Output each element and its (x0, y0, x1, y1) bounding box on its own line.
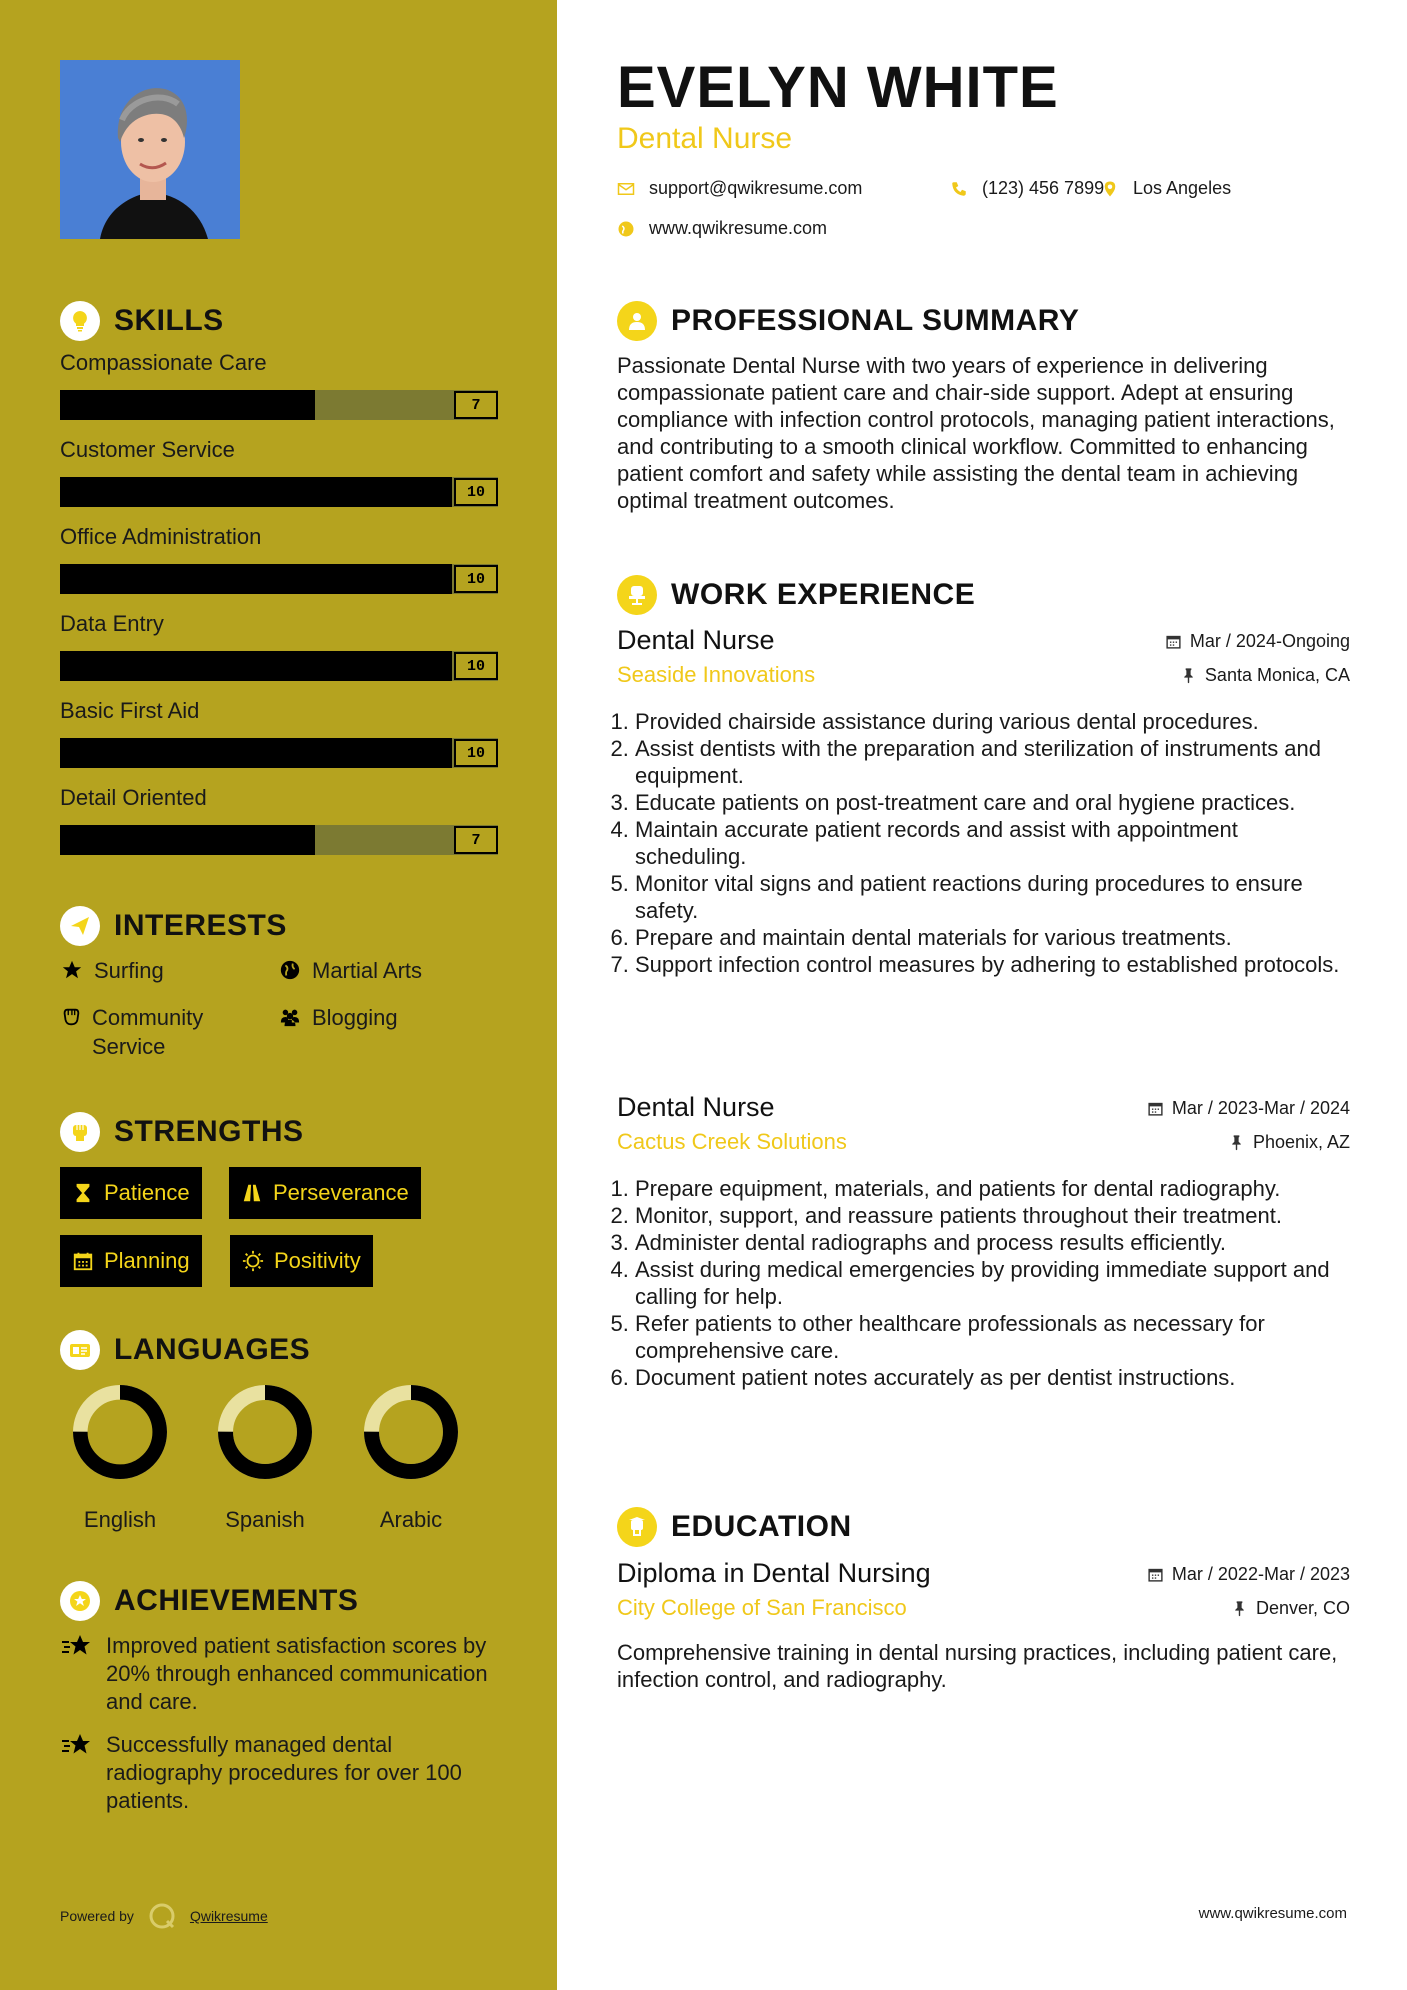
profile-photo (60, 60, 240, 239)
footer-url[interactable]: www.qwikresume.com (1198, 1905, 1347, 1922)
interest-label: Blogging (312, 1005, 398, 1030)
skill-bar (60, 390, 498, 420)
summary-text: Passionate Dental Nurse with two years of experience in delivering compassionate patient care and chair-side support. Adept at ensuring compliance with infection control protocols, managing patient interactions, and contributing to a smooth clinical workflow. Committed to enhancing patient comfort and safety while assisting the dental team in achieving optimal treatment outcomes. (617, 353, 1335, 513)
job-entry-title: Dental Nurse (617, 625, 775, 655)
achievement-text: Successfully managed dental radiography procedures for over 100 patients. (106, 1732, 462, 1813)
education-degree: Diploma in Dental Nursing (617, 1558, 931, 1588)
qwikresume-link[interactable]: Qwikresume (189, 1908, 268, 1924)
job-location-text: Santa Monica, CA (1204, 665, 1350, 685)
interest-label: Surfing (94, 958, 164, 983)
job-bullets (617, 1175, 1350, 1391)
office-chair-icon (617, 575, 657, 615)
language-name: Arabic (379, 1507, 443, 1532)
powered-by (60, 1902, 268, 1930)
email-text[interactable]: support@qwikresume.com (649, 178, 863, 198)
calendar-icon (1165, 633, 1182, 650)
strength-label: Planning (104, 1248, 190, 1273)
users-icon (278, 1003, 302, 1028)
achievement-text: Improved patient satisfaction scores by 20% through enhanced communication and care. (106, 1633, 488, 1714)
job-date (1165, 631, 1350, 652)
interest-item (60, 956, 164, 985)
skill-item (60, 350, 498, 420)
shooting-star-icon (60, 1731, 94, 1759)
graduation-icon (617, 1507, 657, 1547)
interest-label: Martial Arts (312, 958, 423, 983)
location-text: Los Angeles (1133, 178, 1232, 198)
language-name: Spanish (225, 1507, 305, 1532)
full-name: EVELYN WHITE (617, 55, 1059, 120)
contact-email (617, 178, 862, 199)
skill-item (60, 524, 498, 594)
job-entry (617, 625, 1350, 978)
skill-item (60, 611, 498, 681)
skill-bar (60, 477, 498, 507)
lightbulb-icon (60, 301, 100, 341)
calendar-icon (72, 1250, 94, 1272)
interest-item (278, 1003, 398, 1032)
strength-label: Positivity (274, 1248, 361, 1273)
sun-icon (242, 1250, 264, 1272)
interest-label: Community Service (92, 1005, 204, 1059)
hand-icon (60, 1003, 82, 1028)
achievements-title: ACHIEVEMENTS (114, 1584, 359, 1617)
strength-badge (60, 1167, 202, 1219)
job-date-text: Mar / 2024-Ongoing (1189, 631, 1350, 651)
languages-heading (60, 1330, 310, 1370)
skill-name: Data Entry (60, 611, 164, 636)
road-icon (241, 1182, 263, 1204)
job-bullet: 1. Prepare equipment, materials, and patients for dental radiography. (635, 1175, 1350, 1202)
interests-title: INTERESTS (114, 909, 287, 942)
phone-icon (950, 180, 968, 198)
skill-name: Office Administration (60, 524, 262, 549)
user-icon (617, 301, 657, 341)
skill-name: Detail Oriented (60, 785, 207, 810)
calendar-icon (1147, 1566, 1164, 1583)
pushpin-icon (1231, 1600, 1248, 1617)
medal-star-icon (60, 1581, 100, 1621)
strengths-title: STRENGTHS (114, 1115, 304, 1148)
website-text[interactable]: www.qwikresume.com (649, 218, 828, 238)
language-donut (218, 1385, 312, 1479)
job-bullet: 6. Prepare and maintain dental materials for various treatments. (635, 924, 1350, 951)
education-heading (617, 1507, 852, 1547)
skill-score: 10 (454, 739, 498, 767)
education-date (1147, 1564, 1350, 1585)
education-location (1231, 1598, 1350, 1619)
language-card-icon (60, 1330, 100, 1370)
skill-bar (60, 825, 498, 855)
contact-phone (950, 178, 1104, 199)
language-donut (73, 1385, 167, 1479)
skill-bar-fill (60, 651, 452, 681)
job-bullet: 3. Educate patients on post-treatment care and oral hygiene practices. (635, 789, 1350, 816)
job-title: Dental Nurse (617, 122, 793, 155)
skill-bar-fill (60, 390, 315, 420)
envelope-icon (617, 180, 635, 198)
job-company: Seaside Innovations (617, 662, 816, 687)
language-item (351, 1385, 471, 1533)
language-item (205, 1385, 325, 1533)
education-description: Comprehensive training in dental nursing practices, including patient care, infection control, and radiography. (617, 1640, 1338, 1692)
job-location (1180, 665, 1350, 686)
education-date-text: Mar / 2022-Mar / 2023 (1171, 1564, 1350, 1584)
star-icon (60, 956, 84, 981)
job-date (1147, 1098, 1350, 1119)
experience-title: WORK EXPERIENCE (671, 578, 976, 611)
job-bullet: 6. Document patient notes accurately as per dentist instructions. (635, 1364, 1350, 1391)
skill-name: Basic First Aid (60, 698, 200, 723)
strength-badge (229, 1167, 421, 1219)
skill-bar-fill (60, 738, 452, 768)
job-date-text: Mar / 2023-Mar / 2024 (1171, 1098, 1350, 1118)
job-bullet: 3. Administer dental radiographs and process results efficiently. (635, 1229, 1350, 1256)
skill-bar-fill (60, 564, 452, 594)
interest-item (60, 1003, 260, 1061)
summary-title: PROFESSIONAL SUMMARY (671, 304, 1080, 337)
contact-location (1101, 178, 1231, 199)
globe-icon (278, 956, 302, 981)
globe-icon (617, 220, 635, 238)
map-pin-icon (1101, 180, 1119, 198)
skill-bar (60, 564, 498, 594)
job-bullet: 2. Assist dentists with the preparation and sterilization of instruments and equipment. (635, 735, 1350, 789)
education-entry (617, 1558, 1350, 1693)
skill-score: 7 (454, 826, 498, 854)
job-location (1228, 1132, 1350, 1153)
job-bullet: 4. Maintain accurate patient records and assist with appointment scheduling. (635, 816, 1350, 870)
skill-item (60, 698, 498, 768)
job-location-text: Phoenix, AZ (1252, 1132, 1350, 1152)
skills-title: SKILLS (114, 304, 224, 337)
strength-label: Patience (104, 1180, 190, 1205)
powered-by-label: Powered by (60, 1908, 134, 1924)
strength-badge (230, 1235, 373, 1287)
skills-heading (60, 301, 224, 341)
sidebar (0, 0, 557, 1990)
strength-label: Perseverance (273, 1180, 409, 1205)
skill-name: Customer Service (60, 437, 235, 462)
language-name: English (83, 1507, 157, 1532)
interests-heading (60, 906, 287, 946)
strength-badge (60, 1235, 202, 1287)
language-item (60, 1385, 180, 1533)
qwikresume-logo-icon (148, 1902, 176, 1930)
calendar-icon (1147, 1100, 1164, 1117)
job-bullet: 5. Refer patients to other healthcare professionals as necessary for comprehensive care. (635, 1310, 1350, 1364)
skill-bar (60, 738, 498, 768)
skill-score: 10 (454, 652, 498, 680)
strengths-heading (60, 1112, 304, 1152)
job-company: Cactus Creek Solutions (617, 1129, 847, 1154)
job-bullets (617, 708, 1350, 978)
skill-score: 10 (454, 478, 498, 506)
paper-plane-icon (60, 906, 100, 946)
education-location-text: Denver, CO (1255, 1598, 1350, 1618)
experience-heading (617, 575, 975, 615)
job-bullet: 7. Support infection control measures by adhering to established protocols. (635, 951, 1350, 978)
job-bullet: 1. Provided chairside assistance during various dental procedures. (635, 708, 1350, 735)
job-bullet: 5. Monitor vital signs and patient reactions during procedures to ensure safety. (635, 870, 1350, 924)
skill-bar-fill (60, 477, 452, 507)
job-entry-title: Dental Nurse (617, 1092, 775, 1122)
fist-icon (60, 1112, 100, 1152)
phone-text[interactable]: (123) 456 7899 (982, 178, 1105, 198)
pushpin-icon (1180, 667, 1197, 684)
skill-score: 10 (454, 565, 498, 593)
pushpin-icon (1228, 1134, 1245, 1151)
education-school: City College of San Francisco (617, 1595, 907, 1620)
hourglass-icon (72, 1182, 94, 1204)
skill-bar (60, 651, 498, 681)
job-bullet: 2. Monitor, support, and reassure patients throughout their treatment. (635, 1202, 1350, 1229)
skill-item (60, 785, 498, 855)
skill-name: Compassionate Care (60, 350, 267, 375)
languages-title: LANGUAGES (114, 1333, 311, 1366)
education-title: EDUCATION (671, 1510, 852, 1543)
skill-score: 7 (454, 391, 498, 419)
job-entry (617, 1092, 1350, 1391)
skill-item (60, 437, 498, 507)
summary-heading (617, 301, 1079, 341)
skill-bar-fill (60, 825, 315, 855)
contact-website (617, 218, 827, 239)
interest-item (278, 956, 422, 985)
language-donut (364, 1385, 458, 1479)
shooting-star-icon (60, 1632, 94, 1660)
achievement-item (60, 1731, 500, 1815)
achievement-item (60, 1632, 500, 1716)
job-bullet: 4. Assist during medical emergencies by providing immediate support and calling for help. (635, 1256, 1350, 1310)
achievements-heading (60, 1581, 358, 1621)
